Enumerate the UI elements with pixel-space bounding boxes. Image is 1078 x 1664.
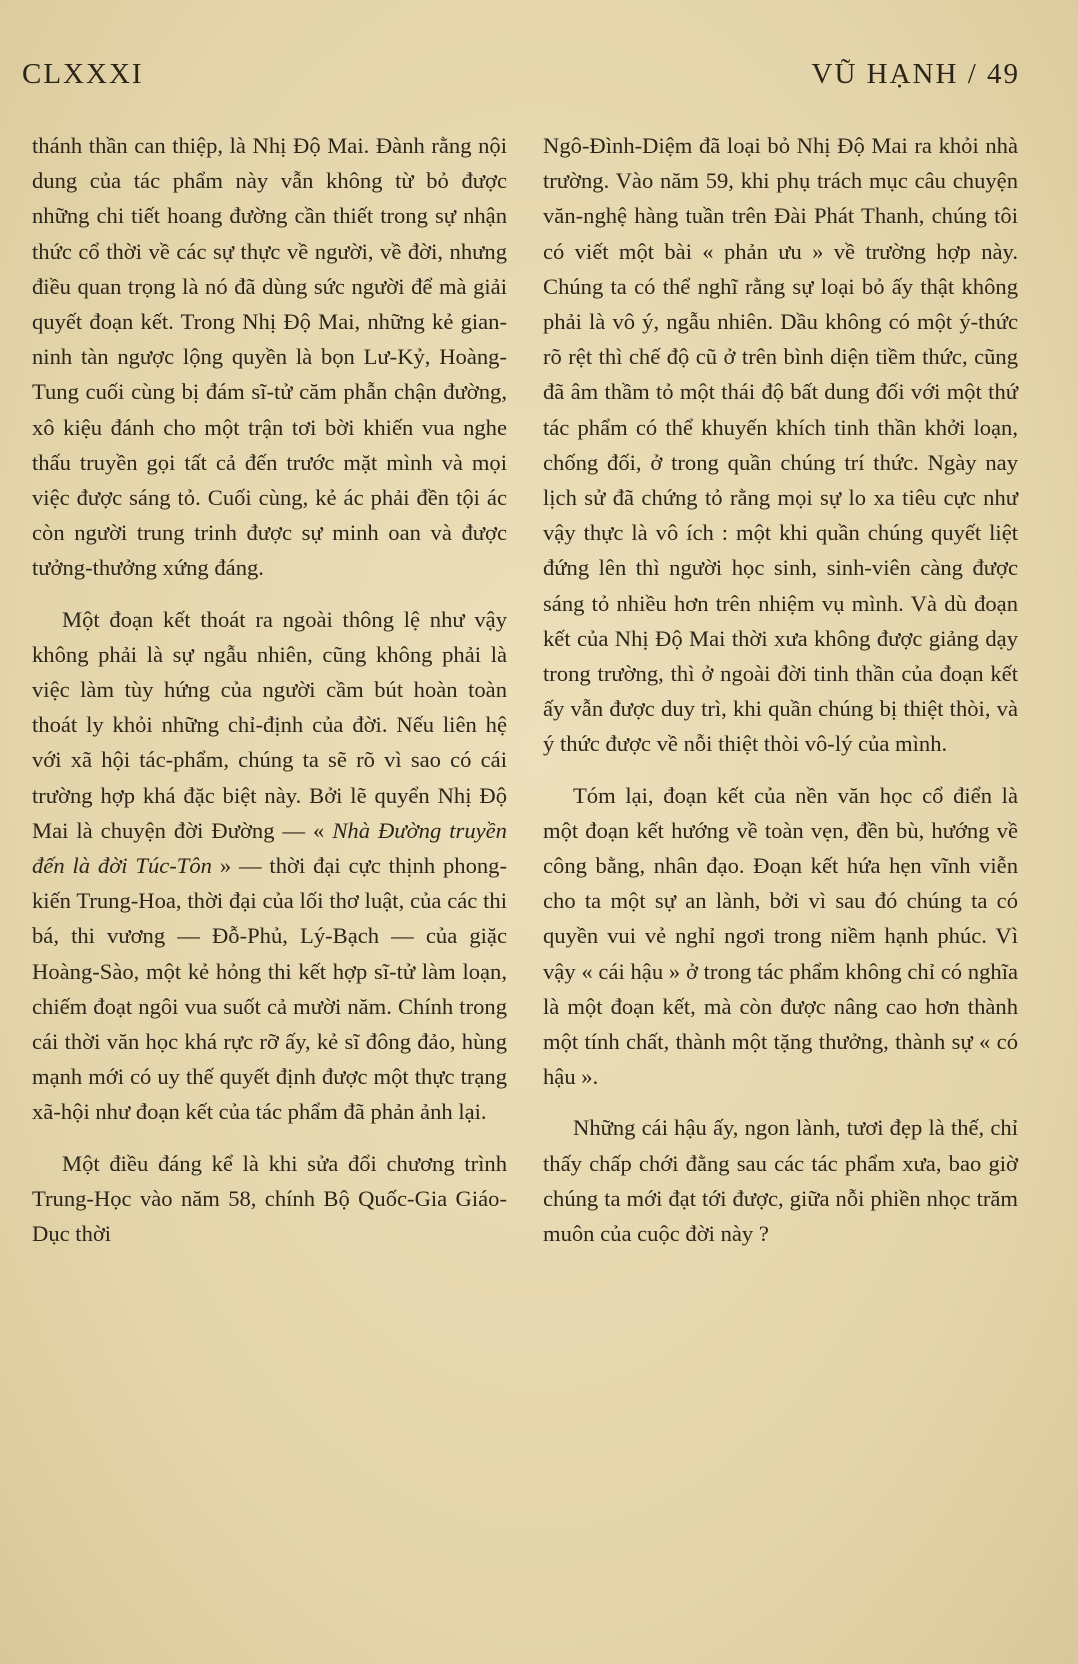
left-paragraph-2 (32, 602, 507, 1130)
left-paragraph-2-text: Một đoạn kết thoát ra ngoài thông lệ như vậy không phải là sự ngẫu nhiên, cũng không phải là việc làm tùy hứng của người cầm bút hoàn toàn thoát ly khỏi những chỉ-định của đời. Nếu liên hệ với xã hội tác-phẩm, chúng ta sẽ rõ vì sao có cái trường hợp khá đặc biệt này. Bởi lẽ quyển Nhị Độ Mai là chuyện đời Đường — « (32, 606, 507, 843)
right-paragraph-1: Ngô-Đình-Diệm đã loại bỏ Nhị Độ Mai ra khỏi nhà trường. Vào năm 59, khi phụ trách mục câu chuyện văn-nghệ hàng tuần trên Đài Phát Thanh, chúng tôi có viết một bài « phản ưu » về trường hợp này. Chúng ta có thể nghĩ rằng sự loại bỏ ấy thật không phải là vô ý, ngẫu nhiên. Dầu không có một ý-thức rõ rệt thì chế độ cũ ở trên bình diện tiềm thức, cũng đã âm thầm tỏ một thái độ bất dung đối với một thứ tác phẩm có thể khuyến khích tinh thần khởi loạn, chống đối, ở trong quần chúng trí thức. Ngày nay lịch sử đã chứng tỏ rằng mọi sự lo xa tiêu cực như vậy thực là vô ích : một khi quần chúng quyết liệt đứng lên thì người học sinh, sinh-viên càng được sáng tỏ nhiều hơn trên nhiệm vụ mình. Và dù đoạn kết của Nhị Độ Mai thời xưa không được giảng dạy trong trường, thì ở ngoài đời tinh thần của đoạn kết ấy vẫn được duy trì, khi quần chúng bị thiệt thòi, và ý thức được về nỗi thiệt thòi vô-lý của mình. (543, 133, 1018, 757)
header-author-page: VŨ HẠNH / 49 (811, 57, 1020, 90)
header-section-number: CLXXXI (22, 57, 144, 90)
left-column (32, 128, 507, 1267)
left-paragraph-2-end: » — thời đại cực thịnh phong-kiến Trung-Hoa, thời đại của lối thơ luật, của các thi bá, thi vương — Đỗ-Phủ, Lý-Bạch — của giặc Hoàng-Sào, một kẻ hỏng thi kết hợp sĩ-tử làm loạn, chiếm đoạt ngôi vua suốt cả mười năm. Chính trong cái thời văn học khá rực rỡ ấy, kẻ sĩ đông đảo, hùng mạnh mới có uy thế quyết định được một thực trạng xã-hội như đoạn kết của tác phẩm đã phản ảnh lại. (32, 853, 507, 1125)
left-paragraph-2-quote: Nhà Đường truyền đến là đời Túc-Tôn (32, 817, 507, 879)
page-header (22, 52, 1020, 96)
left-paragraph-3: Một điều đáng kể là khi sửa đổi chương trình Trung-Học vào năm 58, chính Bộ Quốc-Gia Giáo-Dục thời (32, 1150, 507, 1247)
right-paragraph-2: Tóm lại, đoạn kết của nền văn học cổ điển là một đoạn kết hướng về toàn vẹn, đền bù, hướng về công bằng, nhân đạo. Đoạn kết hứa hẹn vĩnh viễn cho ta một sự an lành, bởi vì sau đó chúng ta có quyền vui vẻ nghỉ ngơi trong niềm hạnh phúc. Vì vậy « cái hậu » ở trong tác phẩm không chỉ có nghĩa là một đoạn kết, mà còn được nâng cao hơn thành một tính chất, thành một tặng thưởng, thành sự « có hậu ». (543, 782, 1018, 1090)
right-column (543, 128, 1018, 1267)
left-paragraph-1: thánh thần can thiệp, là Nhị Độ Mai. Đành rằng nội dung của tác phẩm này vẫn không từ bỏ được những chi tiết hoang đường cần thiết trong sự nhận thức cổ thời về các sự thực về người, về đời, nhưng điều quan trọng là nó đã dùng sức người để mà giải quyết đoạn kết. Trong Nhị Độ Mai, những kẻ gian-ninh tàn ngược lộng quyền là bọn Lư-Kỷ, Hoàng-Tung cuối cùng bị đám sĩ-tử căm phẫn chận đường, xô kiệu đánh cho một trận tơi bời khiến vua nghe thấu truyền gọi tất cả đến trước mặt mình và mọi việc được sáng tỏ. Cuối cùng, kẻ ác phải đền tội ác còn người trung trinh được sự minh oan và được tưởng-thưởng xứng đáng. (32, 133, 507, 581)
right-paragraph-3: Những cái hậu ấy, ngon lành, tươi đẹp là thế, chỉ thấy chấp chới đằng sau các tác phẩm xưa, bao giờ chúng ta mới đạt tới được, giữa nỗi phiền nhọc trăm muôn của cuộc đời này ? (543, 1115, 1018, 1247)
